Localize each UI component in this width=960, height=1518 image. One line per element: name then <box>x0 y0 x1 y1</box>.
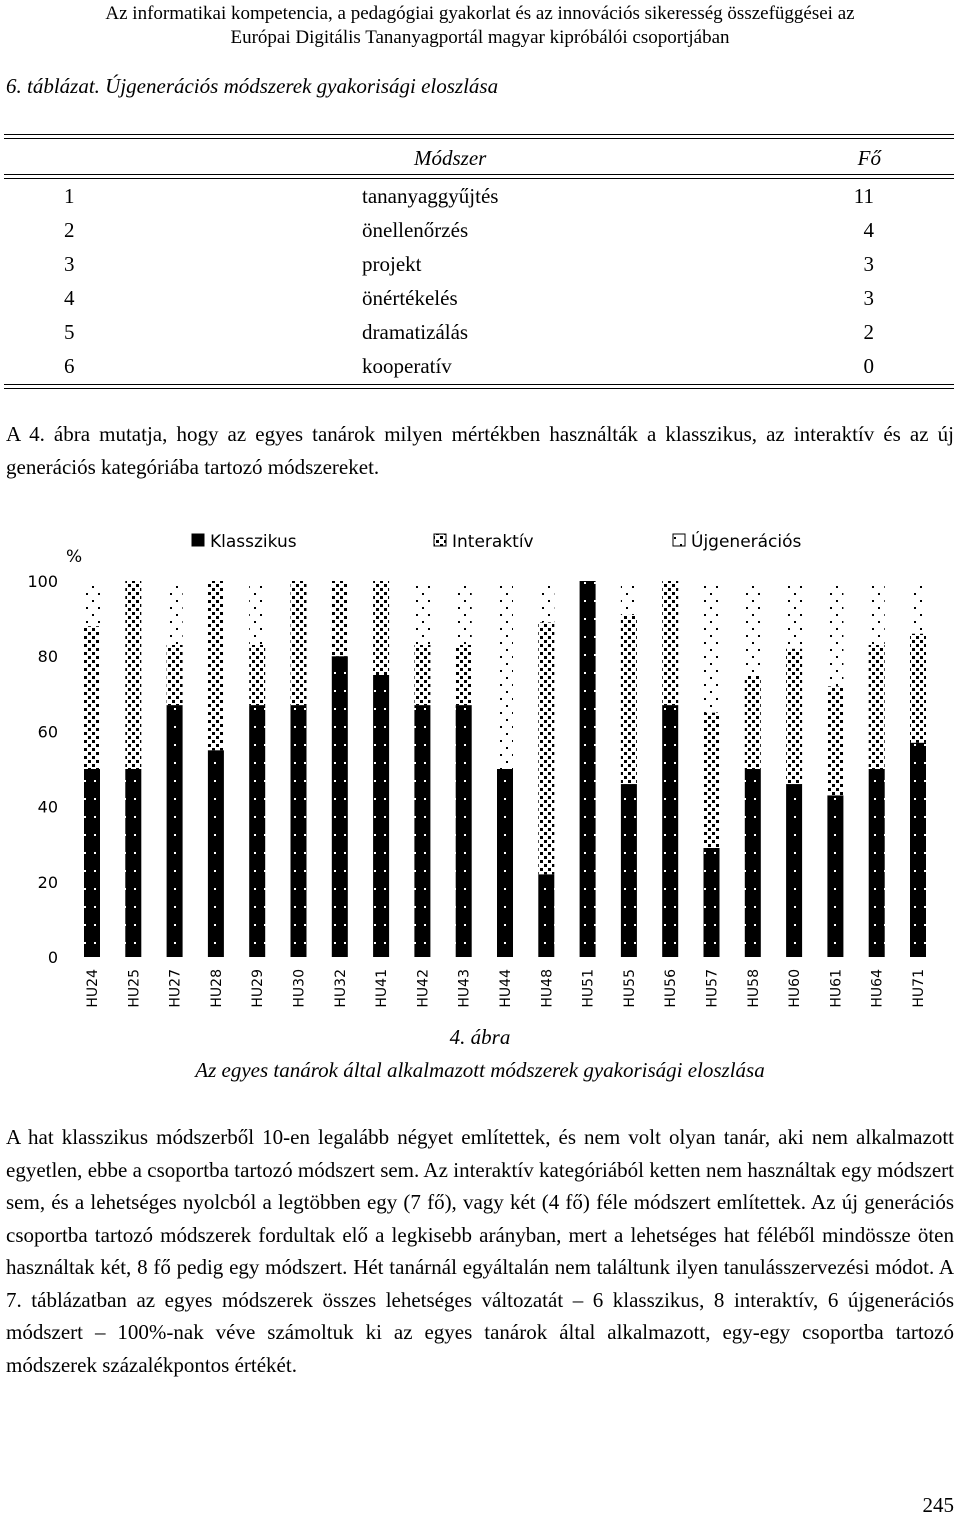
row-number: 4 <box>64 286 75 310</box>
bar-segment-interaktív <box>125 581 141 769</box>
x-tick-label: HU64 <box>869 969 886 1008</box>
x-tick-label: HU57 <box>704 969 721 1008</box>
row-number: 6 <box>64 354 75 378</box>
bar-segment-klasszikus <box>167 705 183 957</box>
bar-segment-klasszikus <box>786 784 802 957</box>
bar-segment-klasszikus <box>497 769 513 957</box>
table-header-rule <box>4 174 954 179</box>
row-method: dramatizálás <box>362 320 469 344</box>
x-tick-label: HU60 <box>787 969 804 1008</box>
x-tick-label: HU48 <box>539 969 556 1008</box>
x-tick-label: HU28 <box>208 969 225 1008</box>
bar-segment-interaktív <box>621 615 637 784</box>
legend-label: Klasszikus <box>210 532 297 552</box>
stacked-bar-chart <box>0 520 960 1020</box>
bar-segment-újgenerációs <box>538 581 554 622</box>
x-tick-label: HU56 <box>663 969 680 1008</box>
row-count: 4 <box>863 218 874 242</box>
bar-segment-klasszikus <box>332 656 348 957</box>
x-tick-label: HU55 <box>621 969 638 1008</box>
x-tick-label: HU30 <box>291 969 308 1008</box>
bar-segment-klasszikus <box>745 769 761 957</box>
bar-segment-újgenerációs <box>869 581 885 645</box>
bar-segment-klasszikus <box>538 874 554 957</box>
bar-segment-interaktív <box>538 622 554 874</box>
x-tick-label: HU43 <box>456 969 473 1008</box>
bar-segment-újgenerációs <box>167 581 183 645</box>
bar-segment-klasszikus <box>704 848 720 957</box>
table-row <box>4 354 954 388</box>
bar-segment-klasszikus <box>456 705 472 957</box>
bar-segment-újgenerációs <box>745 581 761 675</box>
legend-swatch <box>192 534 204 546</box>
x-tick-label: HU27 <box>167 969 184 1008</box>
x-tick-label: HU29 <box>250 969 267 1008</box>
bar-segment-klasszikus <box>373 675 389 957</box>
x-tick-label: HU58 <box>745 969 762 1008</box>
col-method-header: Módszer <box>414 146 487 170</box>
bar-segment-klasszikus <box>910 743 926 957</box>
bar-segment-klasszikus <box>662 705 678 957</box>
row-count: 2 <box>863 320 874 344</box>
table-caption: 6. táblázat. Újgenerációs módszerek gyakorisági eloszlása <box>6 74 499 98</box>
y-tick-label: 100 <box>27 572 58 591</box>
y-axis-label: % <box>66 547 83 567</box>
bar-segment-újgenerációs <box>497 581 513 769</box>
table-row <box>4 286 954 320</box>
bar-segment-interaktív <box>910 634 926 743</box>
bar-segment-interaktív <box>786 649 802 784</box>
running-header-line2: Európai Digitális Tananyagportál magyar kipróbálói csoportjában <box>230 27 730 48</box>
row-number: 3 <box>64 252 75 276</box>
y-tick-label: 60 <box>37 722 58 742</box>
row-count: 0 <box>863 354 874 378</box>
bar-segment-interaktív <box>84 626 100 769</box>
bar-segment-újgenerációs <box>827 581 843 686</box>
bar-segment-újgenerációs <box>786 581 802 649</box>
table-row <box>4 218 954 252</box>
x-tick-label: HU51 <box>580 969 597 1008</box>
y-tick-label: 20 <box>37 872 58 892</box>
row-count: 3 <box>863 286 874 310</box>
bar-segment-interaktív <box>208 581 224 750</box>
legend-label: Újgenerációs <box>691 532 802 552</box>
row-method: tananyaggyűjtés <box>362 184 499 208</box>
row-method: kooperatív <box>362 354 452 378</box>
intro-paragraph: A 4. ábra mutatja, hogy az egyes tanárok milyen mértékben használták a klasszikus, az interaktív és az új generációs kategóriába tartozó módszereket. <box>6 422 954 479</box>
bar-segment-interaktív <box>167 645 183 705</box>
x-tick-label: HU44 <box>498 969 514 1008</box>
bar-segment-interaktív <box>869 645 885 769</box>
running-header-line1: Az informatikai kompetencia, a pedagógiai gyakorlat és az innovációs sikeresség összefüggései az <box>105 3 855 24</box>
bar-segment-klasszikus <box>621 784 637 957</box>
row-number: 1 <box>64 184 75 208</box>
y-tick-label: 0 <box>47 948 58 967</box>
bar-segment-klasszikus <box>414 705 430 957</box>
bar-segment-interaktív <box>745 675 761 769</box>
y-tick-label: 80 <box>37 647 58 667</box>
row-method: önellenőrzés <box>362 218 469 242</box>
figure-number: 4. ábra <box>449 1025 511 1049</box>
row-count: 3 <box>863 252 874 276</box>
bar-segment-interaktív <box>332 581 348 656</box>
bar-segment-klasszikus <box>125 769 141 957</box>
x-tick-label: HU61 <box>828 969 845 1008</box>
x-tick-label: HU25 <box>126 969 143 1008</box>
bar-segment-interaktív <box>827 686 843 795</box>
table-row <box>4 320 954 354</box>
bar-segment-interaktív <box>662 581 678 705</box>
bar-segment-újgenerációs <box>414 581 430 645</box>
bar-segment-interaktív <box>704 713 720 848</box>
table-bottom-rule <box>4 384 954 389</box>
bar-segment-interaktív <box>249 645 265 705</box>
bar-segment-klasszikus <box>827 795 843 957</box>
x-tick-label: HU32 <box>332 969 349 1008</box>
bar-segment-újgenerációs <box>621 581 637 615</box>
table-top-rule <box>4 134 954 139</box>
figure-title: Az egyes tanárok által alkalmazott módszerek gyakorisági eloszlása <box>195 1058 765 1082</box>
page-number: 245 <box>922 1493 954 1517</box>
legend-swatch <box>434 534 446 546</box>
bar-segment-interaktív <box>414 645 430 705</box>
row-number: 2 <box>64 218 75 242</box>
bar-segment-klasszikus <box>580 581 596 957</box>
bar-segment-újgenerációs <box>704 581 720 713</box>
bar-segment-újgenerációs <box>84 581 100 626</box>
legend-label: Interaktív <box>452 532 534 552</box>
x-tick-label: HU71 <box>911 969 927 1008</box>
running-header <box>0 2 960 50</box>
legend-swatch <box>673 534 685 546</box>
bar-segment-klasszikus <box>291 705 307 957</box>
col-count-header: Fő <box>857 146 881 170</box>
bar-segment-újgenerációs <box>456 581 472 645</box>
y-tick-label: 40 <box>37 797 58 817</box>
bar-segment-újgenerációs <box>910 581 926 634</box>
x-tick-label: HU42 <box>415 969 432 1008</box>
bar-segment-interaktív <box>456 645 472 705</box>
row-method: projekt <box>362 252 422 276</box>
bar-segment-interaktív <box>291 581 307 705</box>
x-tick-label: HU41 <box>374 969 391 1008</box>
bar-segment-interaktív <box>373 581 389 675</box>
body-paragraph: A hat klasszikus módszerből 10-en legalább négyet említettek, és nem volt olyan tanár, aki nem alkalmazott egyetlen, ebbe a csoportba tartozó módszert sem. Az interaktív kategóriából ketten nem használtak egy módszert sem, és a lehetséges nyolcból a legtöbben egy (7 fő), vagy két (4 fő) féle módszert említettek. Az új generációs csoportba tartozó módszerek fordultak elő a legkisebb arányban, mert a lehetséges hat féléből mindössze öten használtak két, 8 fő pedig egy módszert. Hét tanárnál egyáltalán nem találtunk ilyen tanulásszervezési módot. A 7. táblázatban az egyes módszerek összes lehetséges változatát – 6 klasszikus, 8 interaktív, 6 újgenerációs módszert – 100%-nak véve számoltuk ki az egyes tanárok által alkalmazott, egy-egy csoportba tartozó módszerek százalékpontos értékét. <box>6 1125 954 1377</box>
bar-segment-újgenerációs <box>249 581 265 645</box>
row-number: 5 <box>64 320 75 344</box>
row-method: önértékelés <box>362 286 458 310</box>
row-count: 11 <box>853 184 874 208</box>
bar-segment-klasszikus <box>208 750 224 957</box>
table-row <box>4 252 954 286</box>
table-row <box>4 184 954 218</box>
bar-segment-klasszikus <box>869 769 885 957</box>
bar-segment-klasszikus <box>249 705 265 957</box>
x-tick-label: HU24 <box>85 969 101 1008</box>
bar-segment-klasszikus <box>84 769 100 957</box>
